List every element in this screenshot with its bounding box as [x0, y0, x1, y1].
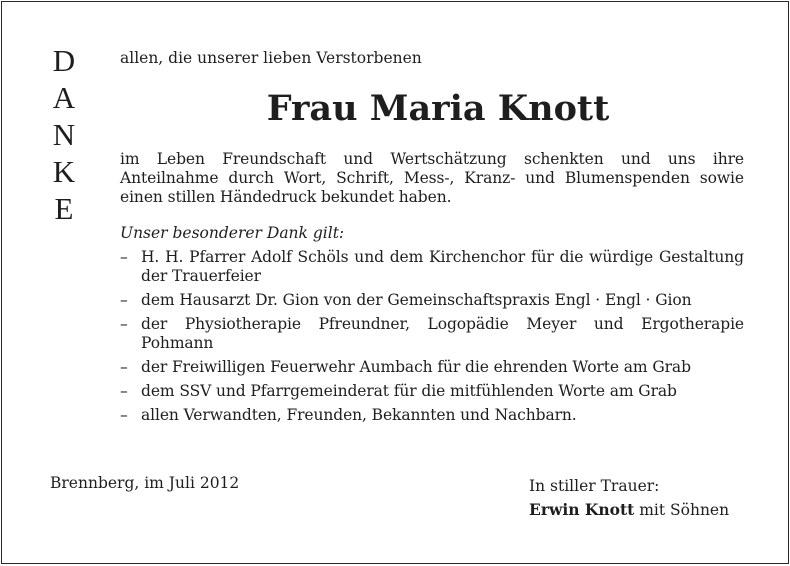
thanks-list — [120, 248, 744, 425]
signature — [529, 498, 729, 522]
list-item — [120, 382, 744, 401]
notice-content — [120, 49, 744, 430]
thanks-item-text: der Physiotherapie Pfreundner, Logopädie Meyer und Ergotherapie Pohmann — [141, 315, 744, 352]
thanks-item-text: der Freiwilligen Feuerwehr Aumbach für die ehrenden Worte am Grab — [141, 358, 691, 376]
danke-letter: K — [52, 154, 76, 189]
thanks-heading: Unser besonderer Dank gilt: — [120, 224, 345, 242]
list-item — [120, 291, 744, 310]
intro-text: allen, die unserer lieben Verstorbenen — [120, 49, 422, 67]
danke-letter: N — [52, 117, 76, 152]
dash-bullet: – — [120, 406, 128, 424]
dash-bullet: – — [120, 358, 128, 376]
list-item — [120, 248, 744, 286]
dash-bullet: – — [120, 248, 128, 266]
dash-bullet: – — [120, 291, 128, 309]
thanks-item-text: dem Hausarzt Dr. Gion von der Gemeinschaftspraxis Engl · Engl · Gion — [141, 291, 692, 309]
signature-name: Erwin Knott — [529, 500, 635, 519]
list-item — [120, 358, 744, 377]
deceased-name: Frau Maria Knott — [266, 88, 610, 129]
danke-letter: E — [54, 191, 74, 226]
list-item — [120, 406, 744, 425]
obituary-notice — [1, 1, 789, 564]
dash-bullet: – — [120, 315, 128, 333]
signature-block — [529, 474, 729, 522]
place-date: Brennberg, im Juli 2012 — [50, 474, 240, 492]
thanks-item-text: allen Verwandten, Freunden, Bekannten und Nachbarn. — [141, 406, 577, 424]
thanks-item-text: H. H. Pfarrer Adolf Schöls und dem Kirchenchor für die würdige Gestaltung der Trauerfeier — [141, 248, 744, 285]
danke-vertical-heading — [50, 42, 78, 227]
body-text: im Leben Freundschaft und Wertschätzung schenkten und uns ihre Anteilnahme durch Wort, Schrift, Mess-, Kranz- und Blumenspenden sowie einen stillen Händedruck bekundet haben. — [120, 150, 744, 206]
danke-letter: D — [52, 43, 76, 78]
list-item — [120, 315, 744, 353]
dash-bullet: – — [120, 382, 128, 400]
thanks-item-text: dem SSV und Pfarrgemeinderat für die mitfühlenden Worte am Grab — [141, 382, 677, 400]
danke-letter: A — [52, 80, 76, 115]
mourning-label: In stiller Trauer: — [529, 477, 660, 495]
signature-suffix: mit Söhnen — [634, 501, 730, 519]
